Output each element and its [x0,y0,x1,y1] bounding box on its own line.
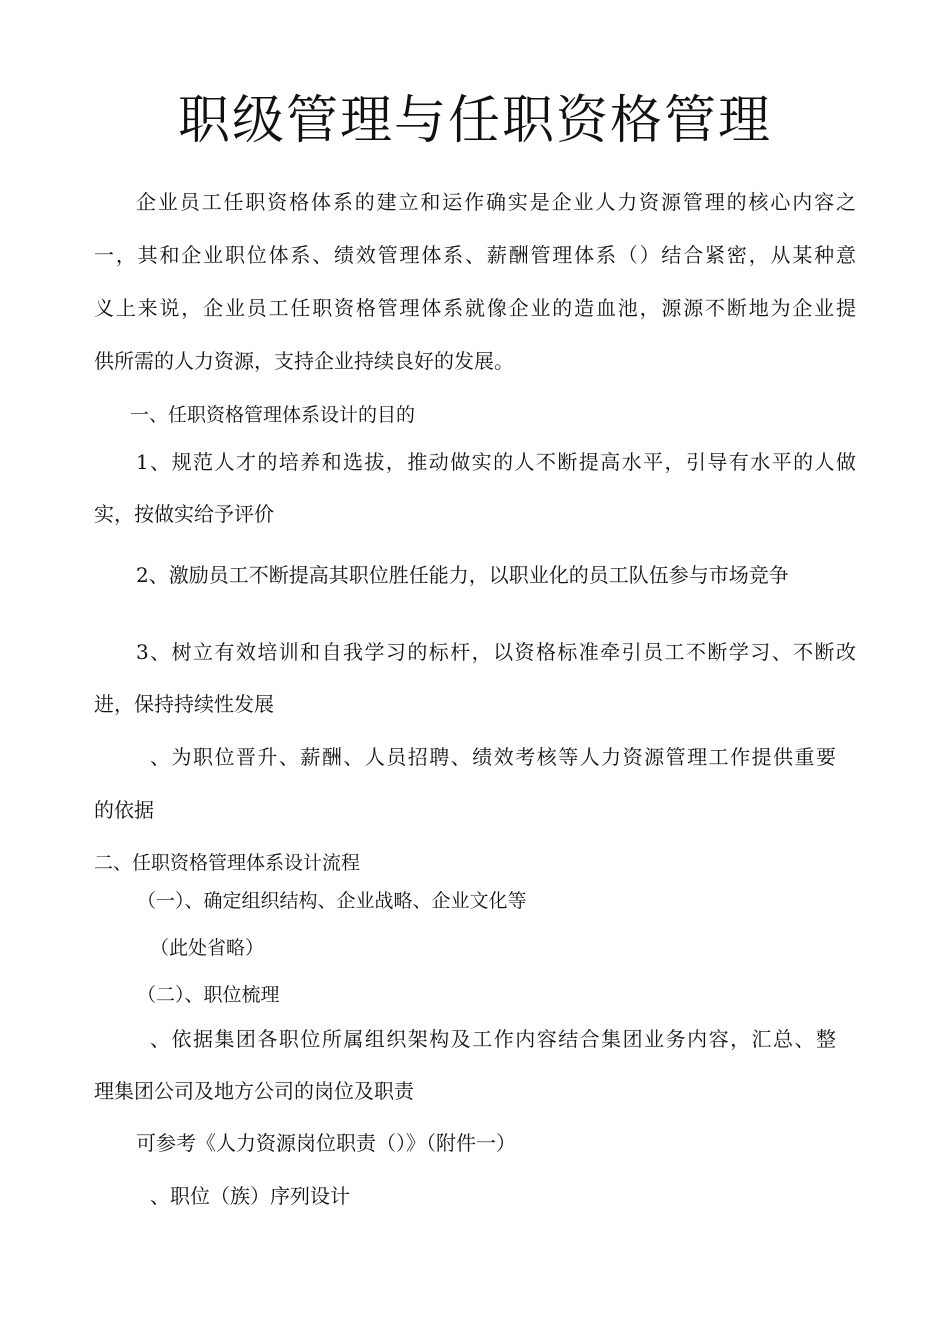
section2-sub1: （一）、确定组织结构、企业战略、企业文化等 [137,890,527,912]
section2-sub2-reference: 可参考《人力资源岗位职责（）》（附件一） [136,1131,516,1155]
page-title: 职级管理与任职资格管理 [177,91,772,151]
intro-line-3: 义上来说，企业员工任职资格管理体系就像企业的造血池，源源不断地为企业提 [94,296,856,320]
section2-sub2-item2: 、职位（族）序列设计 [150,1184,350,1208]
section1-item3-line1: 3、树立有效培训和自我学习的标杆，以资格标准牵引员工不断学习、不断改 [136,640,856,664]
section1-item4-line1: 、为职位晋升、薪酬、人员招聘、绩效考核等人力资源管理工作提供重要 [150,745,836,769]
section1-heading: 一、任职资格管理体系设计的目的 [130,404,416,426]
intro-line-4: 供所需的人力资源，支持企业持续良好的发展。 [94,349,514,373]
section1-item3-line2: 进，保持持续性发展 [94,692,274,716]
intro-line-1: 企业员工任职资格体系的建立和运作确实是企业人力资源管理的核心内容之 [136,190,856,214]
section1-item1-line1: 1、规范人才的培养和选拔，推动做实的人不断提高水平，引导有水平的人做 [136,450,856,474]
intro-line-2: 一，其和企业职位体系、绩效管理体系、薪酬管理体系（）结合紧密，从某种意 [94,243,856,267]
section2-sub2-item-line1: 、依据集团各职位所属组织架构及工作内容结合集团业务内容，汇总、整 [150,1027,836,1051]
section1-item1-line2: 实，按做实给予评价 [94,502,274,526]
section1-item4-line2: 的依据 [94,798,154,822]
section2-heading: 二、任职资格管理体系设计流程 [94,852,361,874]
section2-sub2: （二）、职位梳理 [137,984,280,1006]
section2-sub2-item-line2: 理集团公司及地方公司的岗位及职责 [94,1079,414,1103]
section1-item2: 2、激励员工不断提高其职位胜任能力，以职业化的员工队伍参与市场竞争 [136,563,789,587]
section2-sub1-note: （此处省略） [150,937,265,959]
